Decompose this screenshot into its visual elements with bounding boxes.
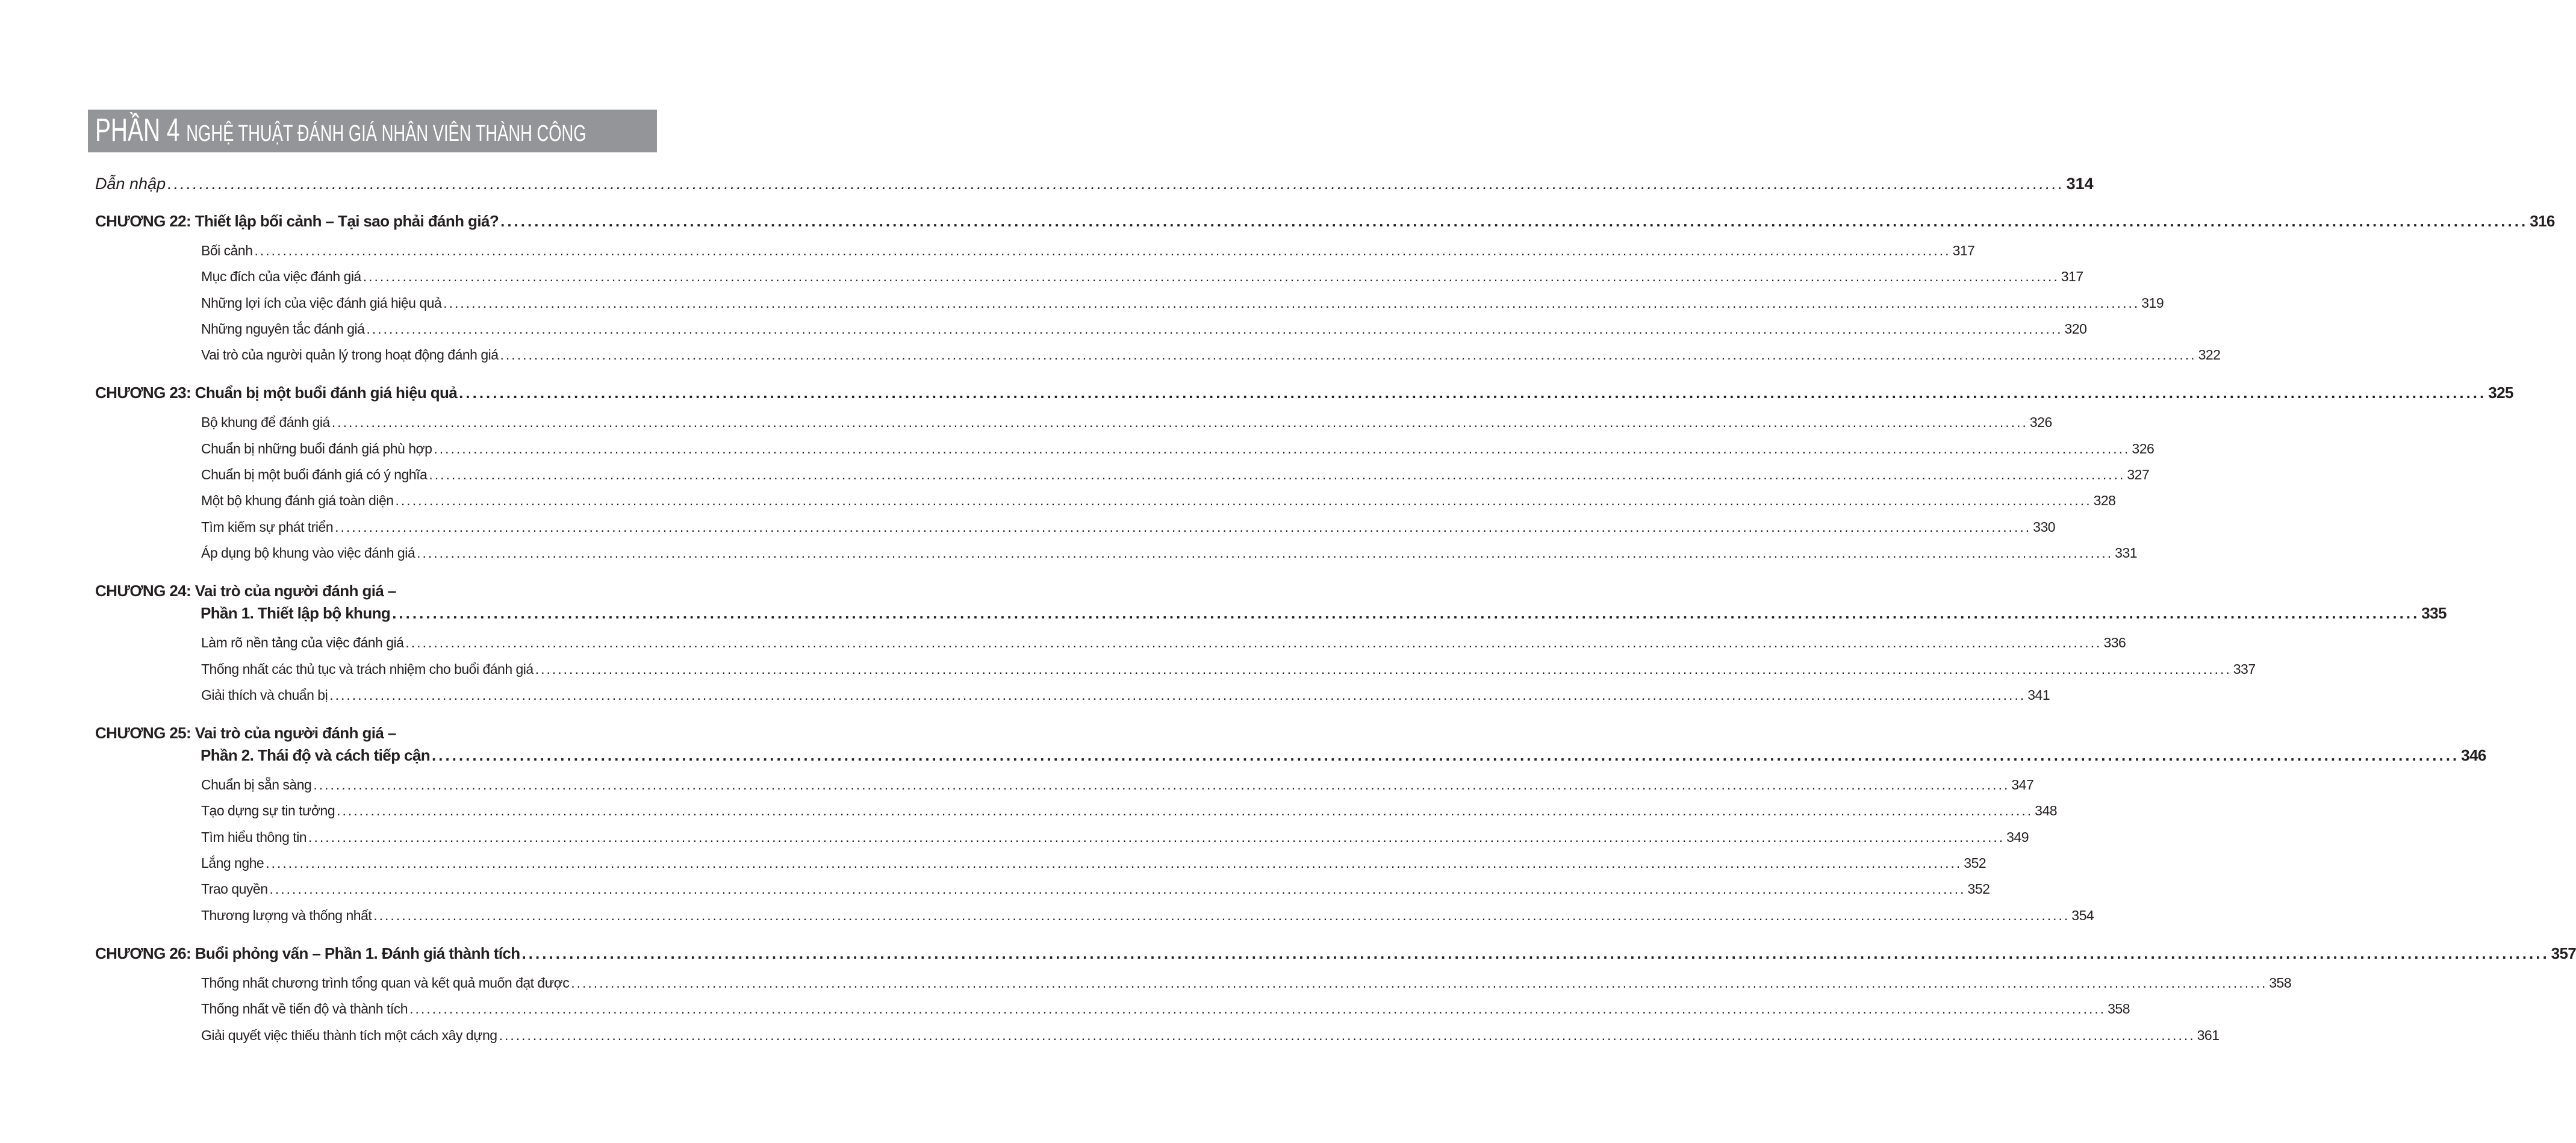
- entry-page: 341: [2027, 687, 2050, 703]
- section-entry[interactable]: [95, 907, 2094, 933]
- section-entry[interactable]: [95, 1001, 2130, 1027]
- part-heading: PHẦN 4 NGHỆ THUẬT ĐÁNH GIÁ NHÂN VIÊN THÀNH CÔNG: [95, 112, 586, 148]
- dot-leader: ............................................................................................................................................................................................................................................................................................................: [405, 635, 2102, 651]
- entry-title: Một bộ khung đánh giá toàn diện: [201, 493, 394, 509]
- entry-page: 357: [2551, 944, 2576, 962]
- dot-leader: ............................................................................................................................................................................................................................................................................................................: [571, 974, 2268, 991]
- entry-title: CHƯƠNG 26: Buổi phỏng vấn – Phần 1. Đánh giá thành tích: [95, 944, 520, 962]
- section-entry[interactable]: [95, 243, 1975, 269]
- entry-page: 325: [2488, 384, 2513, 402]
- dot-leader: ............................................................................................................................................................................................................................................................................................................: [254, 243, 1951, 258]
- entry-page: 348: [2035, 803, 2058, 819]
- entry-page: 326: [2132, 440, 2154, 456]
- entry-title: Thống nhất chương trình tổng quan và kết quả muốn đạt được: [201, 974, 570, 991]
- section-entry[interactable]: [95, 974, 2292, 1001]
- dot-leader: ............................................................................................................................................................................................................................................................................................................: [432, 746, 2460, 765]
- dot-leader: ............................................................................................................................................................................................................................................................................................................: [337, 803, 2033, 819]
- entry-page: 349: [2006, 829, 2029, 845]
- chapter-entry[interactable]: [95, 944, 2576, 963]
- entry-page: 361: [2197, 1027, 2220, 1043]
- entry-title: CHƯƠNG 22: Thiết lập bối cảnh – Tại sao phải đánh giá?: [95, 212, 499, 230]
- entry-page: 352: [1964, 855, 1986, 871]
- entry-page: 327: [2127, 467, 2150, 483]
- entry-title: Những lợi ích của việc đánh giá hiệu quả: [201, 294, 442, 311]
- dot-leader: ............................................................................................................................................................................................................................................................................................................: [313, 777, 2010, 793]
- entry-title: Chuẩn bị những buổi đánh giá phù hợp: [201, 440, 432, 456]
- section-entry[interactable]: [95, 829, 2029, 855]
- section-entry[interactable]: [95, 294, 2164, 321]
- entry-title: Bộ khung để đánh giá: [201, 414, 330, 431]
- dot-leader: ............................................................................................................................................................................................................................................................................................................: [443, 294, 2140, 311]
- dot-leader: ............................................................................................................................................................................................................................................................................................................: [335, 519, 2032, 535]
- chapter-title-line1[interactable]: CHƯƠNG 25: Vai trò của người đánh giá –: [95, 724, 396, 743]
- entry-page: 314: [2066, 175, 2094, 193]
- dot-leader: ............................................................................................................................................................................................................................................................................................................: [409, 1001, 2106, 1017]
- entry-page: 335: [2421, 604, 2447, 623]
- entry-title: Thương lượng và thống nhất: [201, 907, 372, 923]
- dot-leader: ............................................................................................................................................................................................................................................................................................................: [167, 175, 2065, 193]
- entry-title: Những nguyên tắc đánh giá: [201, 320, 365, 337]
- entry-page: 322: [2198, 347, 2221, 363]
- entry-page: 320: [2064, 320, 2087, 337]
- section-entry[interactable]: [95, 519, 2056, 545]
- entry-title: Tìm hiểu thông tin: [201, 829, 307, 845]
- dot-leader: ............................................................................................................................................................................................................................................................................................................: [535, 661, 2232, 677]
- entry-page: 319: [2141, 294, 2164, 311]
- section-entry[interactable]: [95, 803, 2058, 829]
- section-entry[interactable]: [95, 881, 1990, 907]
- entry-page: 347: [2011, 777, 2034, 793]
- entry-page: 346: [2461, 746, 2486, 765]
- section-entry[interactable]: [95, 320, 2087, 347]
- entry-title: Chuẩn bị sẵn sàng: [201, 777, 312, 793]
- dot-leader: ............................................................................................................................................................................................................................................................................................................: [269, 881, 1966, 897]
- dot-leader: ............................................................................................................................................................................................................................................................................................................: [459, 384, 2487, 402]
- entry-title: Làm rõ nền tảng của việc đánh giá: [201, 635, 404, 651]
- dot-leader: ............................................................................................................................................................................................................................................................................................................: [434, 440, 2130, 456]
- section-entry[interactable]: [95, 687, 2050, 713]
- entry-title: Mục đích của việc đánh giá: [201, 269, 361, 285]
- entry-page: 317: [1952, 243, 1975, 258]
- chapter-entry[interactable]: [95, 384, 2513, 402]
- dot-leader: ............................................................................................................................................................................................................................................................................................................: [266, 855, 1962, 871]
- chapter-entry[interactable]: [95, 604, 2447, 623]
- section-entry[interactable]: [95, 467, 2150, 493]
- entry-title: Vai trò của người quản lý trong hoạt động đánh giá: [201, 347, 499, 363]
- chapter-section: [95, 212, 2555, 373]
- entry-title: Thống nhất các thủ tục và trách nhiệm cho buổi đánh giá: [201, 661, 534, 677]
- dot-leader: ............................................................................................................................................................................................................................................................................................................: [417, 544, 2114, 561]
- entry-title: Tạo dựng sự tin tưởng: [201, 803, 335, 819]
- dot-leader: ............................................................................................................................................................................................................................................................................................................: [395, 493, 2092, 509]
- toc-entry-intro[interactable]: [95, 175, 2094, 205]
- chapter-section: [95, 944, 2576, 1053]
- section-entry[interactable]: [95, 269, 2083, 294]
- entry-title: Áp dụng bộ khung vào việc đánh giá: [201, 544, 415, 561]
- entry-page: 316: [2530, 212, 2555, 230]
- entry-title: Lắng nghe: [201, 855, 264, 871]
- section-entry[interactable]: [95, 544, 2138, 571]
- dot-leader: ............................................................................................................................................................................................................................................................................................................: [500, 212, 2528, 230]
- part-banner: [88, 110, 657, 152]
- entry-title: Thống nhất về tiến độ và thành tích: [201, 1001, 408, 1017]
- dot-leader: ............................................................................................................................................................................................................................................................................................................: [392, 604, 2420, 623]
- chapter-section: [95, 384, 2513, 571]
- section-entry[interactable]: [95, 1027, 2220, 1053]
- entry-title: Phần 1. Thiết lập bộ khung: [201, 604, 391, 623]
- dot-leader: ............................................................................................................................................................................................................................................................................................................: [329, 687, 2026, 703]
- entry-title: Phần 2. Thái độ và cách tiếp cận: [201, 746, 431, 765]
- dot-leader: ............................................................................................................................................................................................................................................................................................................: [366, 320, 2063, 337]
- chapter-title-line1[interactable]: CHƯƠNG 24: Vai trò của người đánh giá –: [95, 582, 396, 600]
- chapter-entry[interactable]: [95, 746, 2486, 765]
- entry-title: Giải quyết việc thiếu thành tích một cách xây dựng: [201, 1027, 497, 1043]
- entry-title: Tìm kiếm sự phát triển: [201, 519, 334, 535]
- dot-leader: ............................................................................................................................................................................................................................................................................................................: [521, 944, 2550, 962]
- entry-title: Trao quyền: [201, 881, 268, 897]
- entry-page: 326: [2029, 414, 2052, 431]
- dot-leader: ............................................................................................................................................................................................................................................................................................................: [499, 1027, 2195, 1043]
- entry-title: Giải thích và chuẩn bị: [201, 687, 328, 703]
- entry-page: 352: [1967, 881, 1990, 897]
- entry-page: 358: [2269, 974, 2292, 991]
- entry-page: 354: [2071, 907, 2094, 923]
- section-entry[interactable]: [95, 855, 1986, 881]
- section-entry[interactable]: [95, 661, 2256, 687]
- entry-page: 317: [2061, 269, 2083, 285]
- section-entry[interactable]: [95, 777, 2034, 803]
- section-entry[interactable]: [95, 347, 2221, 373]
- entry-title: Chuẩn bị một buổi đánh giá có ý nghĩa: [201, 467, 428, 483]
- entry-page: 337: [2233, 661, 2256, 677]
- entry-page: 331: [2115, 544, 2138, 561]
- entry-page: 336: [2103, 635, 2126, 651]
- entry-title: CHƯƠNG 23: Chuẩn bị một buổi đánh giá hiệu quả: [95, 384, 458, 402]
- chapter-section: [95, 582, 2447, 713]
- section-entry[interactable]: [95, 635, 2126, 661]
- dot-leader: ............................................................................................................................................................................................................................................................................................................: [308, 829, 2005, 845]
- entry-page: 358: [2108, 1001, 2130, 1017]
- dot-leader: ............................................................................................................................................................................................................................................................................................................: [362, 269, 2059, 285]
- entry-title: Bối cảnh: [201, 243, 253, 258]
- dot-leader: ............................................................................................................................................................................................................................................................................................................: [331, 414, 2028, 431]
- section-entry[interactable]: [95, 440, 2154, 467]
- section-entry[interactable]: [95, 493, 2116, 519]
- chapter-section: [95, 724, 2486, 933]
- dot-leader: ............................................................................................................................................................................................................................................................................................................: [373, 907, 2070, 923]
- dot-leader: ............................................................................................................................................................................................................................................................................................................: [500, 347, 2197, 363]
- entry-title: Dẫn nhập: [95, 175, 166, 193]
- chapter-entry[interactable]: [95, 212, 2555, 231]
- entry-page: 330: [2033, 519, 2056, 535]
- section-entry[interactable]: [95, 414, 2052, 440]
- table-of-contents: [95, 175, 2576, 1064]
- entry-page: 328: [2093, 493, 2116, 509]
- dot-leader: ............................................................................................................................................................................................................................................................................................................: [429, 467, 2126, 483]
